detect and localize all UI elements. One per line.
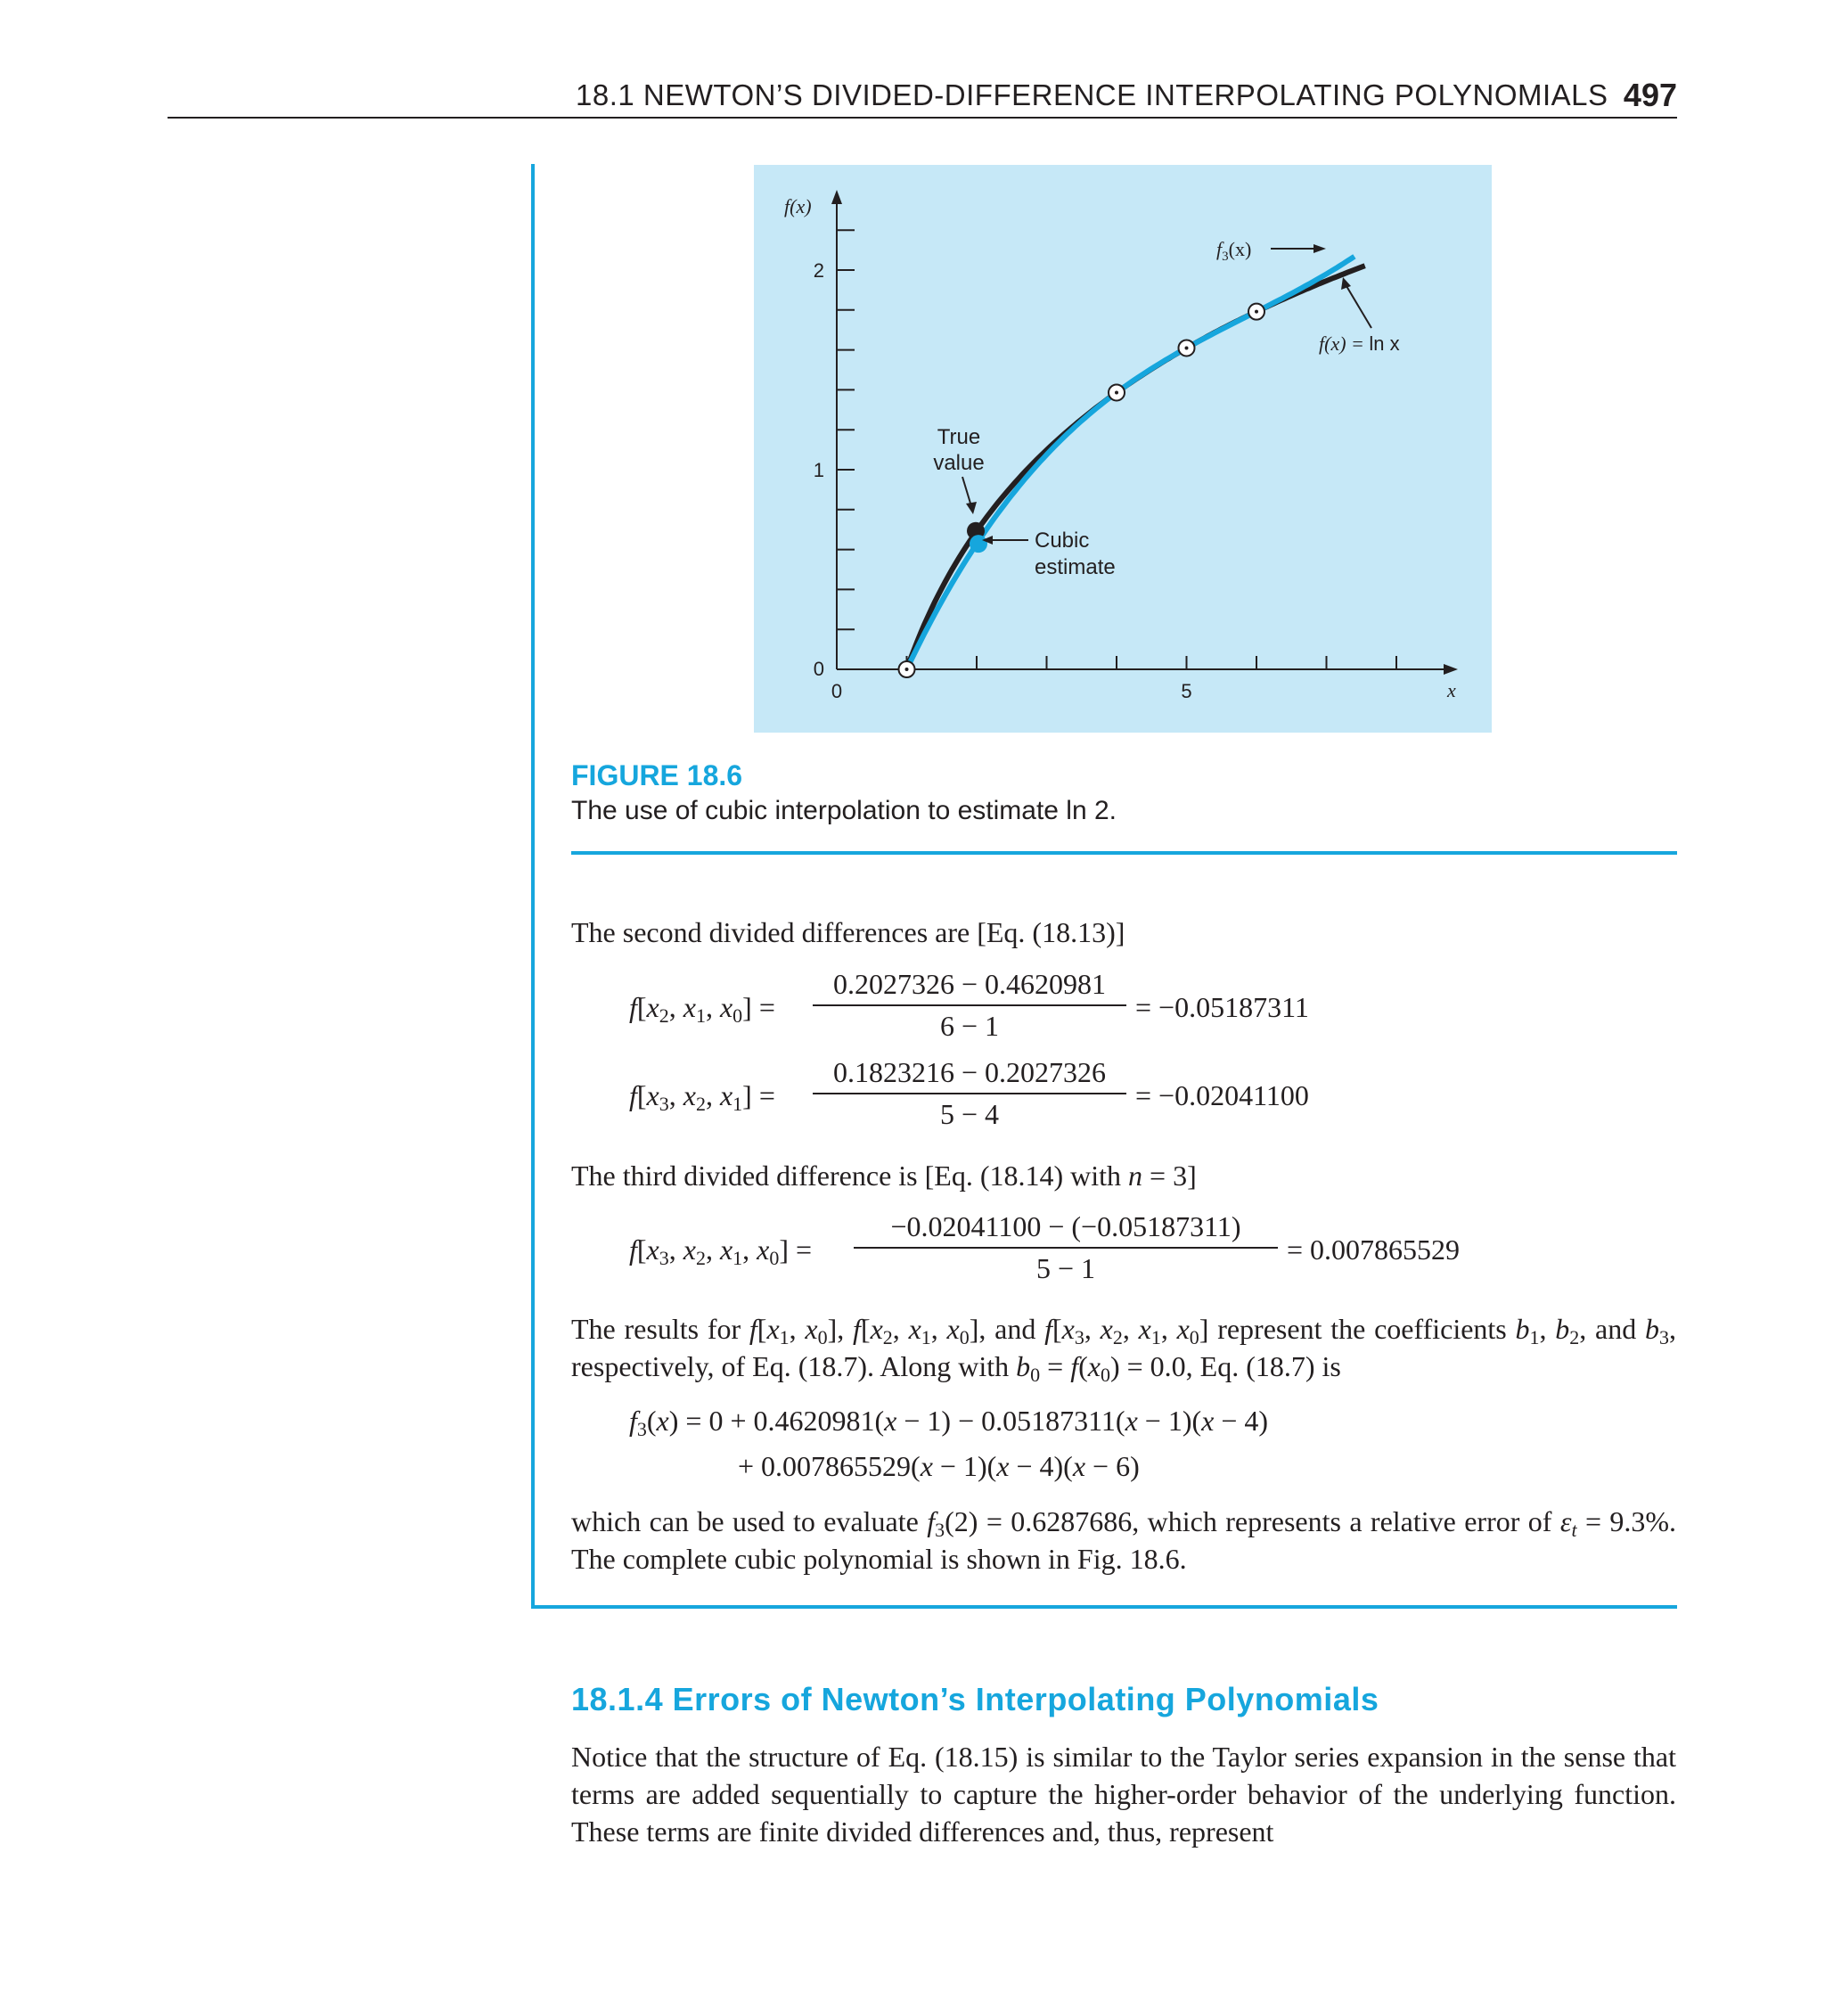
figure-caption: The use of cubic interpolation to estimate ln 2.	[571, 796, 1117, 825]
annotation-true-value-line1: True	[937, 425, 981, 449]
y-axis-label: f(x)	[784, 195, 812, 217]
figure-bottom-rule	[571, 851, 1677, 855]
paragraph-evaluation: which can be used to evaluate $f_3(2) = 0.6287686$, which represents a relative error of $\varepsilon_t = 9.3\%$. The complete cubic polynomial is shown in Fig. 18.6.	[571, 1505, 1677, 1575]
paragraph-second-differences: The second divided differences are [Eq. (18.13)]	[571, 916, 1125, 948]
header-rule	[168, 117, 1677, 119]
y-tick-label: 1	[813, 459, 824, 481]
eq1-numerator: 0.2027326 − 0.4620981	[832, 968, 1107, 1000]
eq3-numerator: −0.02041100 − (−0.05187311)	[890, 1210, 1241, 1242]
cubic-estimate-point	[970, 535, 987, 553]
eq1-denominator: 6 − 1	[939, 1010, 1000, 1042]
eq2-rhs: = −0.02041100	[1135, 1079, 1309, 1111]
annotation-cubic-estimate-line2: estimate	[1035, 555, 1116, 579]
example-side-bar	[531, 164, 535, 1608]
y-tick-label: 0	[813, 658, 824, 680]
running-head: 18.1 NEWTON’S DIVIDED-DIFFERENCE INTERPOLATING POLYNOMIALS	[576, 78, 1608, 111]
eq3-lhs: $f[x_3$, $x_2$, $x_1$, $x_0$] =	[629, 1233, 813, 1269]
annotation-ln-x: f(x) = ln x	[1319, 332, 1400, 355]
eq4-line2: + 0.007865529(x − 1)(x − 4)(x − 6)	[738, 1450, 1140, 1482]
data-point-dot	[905, 668, 909, 671]
figure-label: FIGURE 18.6	[571, 759, 743, 791]
x-tick-label: 5	[1181, 680, 1192, 702]
example-bottom-rule	[531, 1605, 1677, 1609]
eq2-denominator: 5 − 4	[939, 1098, 1000, 1130]
data-point-dot	[1255, 310, 1258, 314]
figure-background	[754, 165, 1492, 733]
paragraph-coefficients: The results for $f[x_1$, $x_0$], $f[x_2$, $x_1$, $x_0$], and $f[x_3$, $x_2$, $x_1$, $x_0$] represent the coefficients $b_1$, $b_2$, and $b_3$, respectively, of Eq. (18.7). Along with $b_0 = f(x_0) = 0.0$, Eq. (18.7) is	[571, 1313, 1677, 1386]
page-number: 497	[1623, 77, 1677, 113]
section-heading: 18.1.4 Errors of Newton’s Interpolating Polynomials	[571, 1681, 1379, 1717]
annotation-f3: $f_3(x)$	[1216, 238, 1252, 264]
eq3-denominator: 5 − 1	[1035, 1252, 1096, 1284]
annotation-cubic-estimate-line1: Cubic	[1035, 529, 1090, 553]
x-axis-label: x	[1447, 679, 1456, 701]
eq2-numerator: 0.1823216 − 0.2027326	[832, 1056, 1107, 1088]
eq4-line1: $f_3(x) = 0 + 0.4620981(x - 1) - 0.05187311(x - 1)(x - 4)$	[629, 1405, 1269, 1440]
data-point-dot	[1115, 390, 1118, 394]
eq1-rhs: = −0.05187311	[1135, 991, 1309, 1023]
data-point-dot	[1185, 346, 1189, 349]
annotation-true-value-line2: value	[933, 451, 985, 475]
eq1-fraction	[813, 968, 1126, 1043]
eq3-fraction	[854, 1210, 1278, 1285]
eq3-rhs: = 0.007865529	[1287, 1233, 1461, 1266]
y-tick-label: 2	[813, 259, 824, 282]
x-tick-label: 0	[831, 680, 843, 702]
eq2-fraction	[813, 1056, 1126, 1131]
figure-chart	[754, 165, 1492, 733]
eq1-lhs: $f[x_2$, $x_1$, $x_0$] =	[629, 991, 775, 1027]
eq2-lhs: $f[x_3$, $x_2$, $x_1$] =	[629, 1079, 775, 1115]
paragraph-errors: Notice that the structure of Eq. (18.15) is similar to the Taylor series expansion in the sense that terms are added sequentially to capture the higher-order behavior of the underlying function. These terms are finite divided differences and, thus, represent	[571, 1741, 1676, 1848]
paragraph-third-difference: The third divided difference is [Eq. (18.14) with n = 3]	[571, 1160, 1197, 1192]
